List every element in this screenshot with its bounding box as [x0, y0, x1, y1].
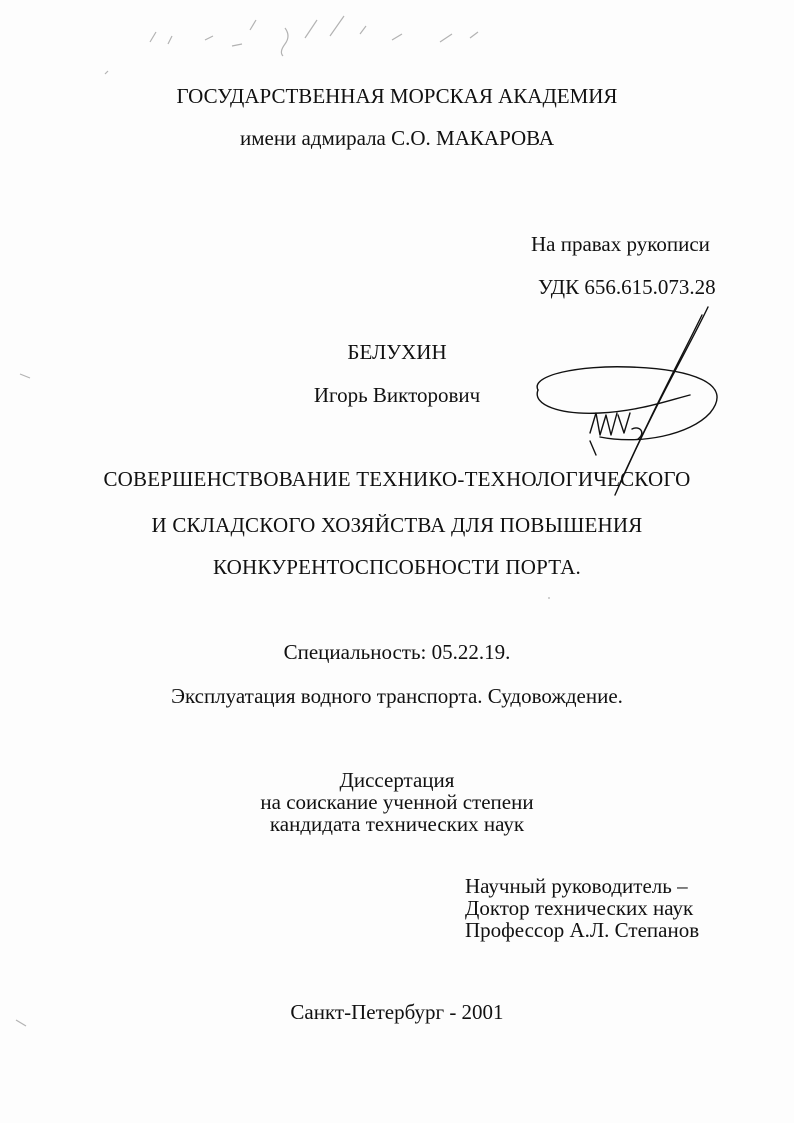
specialty-code: Специальность: 05.22.19. [283, 640, 511, 664]
dissertation-title-line-2: И СКЛАДСКОГО ХОЗЯЙСТВА ДЛЯ ПОВЫШЕНИЯ [151, 513, 643, 537]
supervisor-line-3: Профессор А.Л. Степанов [465, 918, 700, 942]
signature-icon [520, 305, 750, 505]
udc-code: УДК 656.615.073.28 [538, 275, 716, 299]
supervisor-line-2: Доктор технических наук [465, 896, 694, 920]
dissertation-type-line-1: Диссертация [339, 768, 455, 792]
dissertation-type-line-3: кандидата технических наук [269, 812, 525, 836]
specialty-name: Эксплуатация водного транспорта. Судовождение. [171, 684, 623, 708]
institution-name: ГОСУДАРСТВЕННАЯ МОРСКАЯ АКАДЕМИЯ [176, 84, 618, 108]
supervisor-line-1: Научный руководитель – [465, 874, 688, 898]
city-and-year: Санкт-Петербург - 2001 [290, 1000, 504, 1024]
author-given-names: Игорь Викторович [313, 383, 481, 407]
dissertation-title-line-3: КОНКУРЕНТОСПСОБНОСТИ ПОРТА. [212, 555, 582, 579]
dissertation-title-line-1: СОВЕРШЕНСТВОВАНИЕ ТЕХНИКО-ТЕХНОЛОГИЧЕСКОГО [103, 467, 691, 491]
author-surname: БЕЛУХИН [347, 340, 447, 364]
dissertation-type-line-2: на соискание ученной степени [260, 790, 534, 814]
institution-named-after: имени адмирала С.О. МАКАРОВА [239, 126, 555, 150]
manuscript-note: На правах рукописи [531, 232, 710, 256]
